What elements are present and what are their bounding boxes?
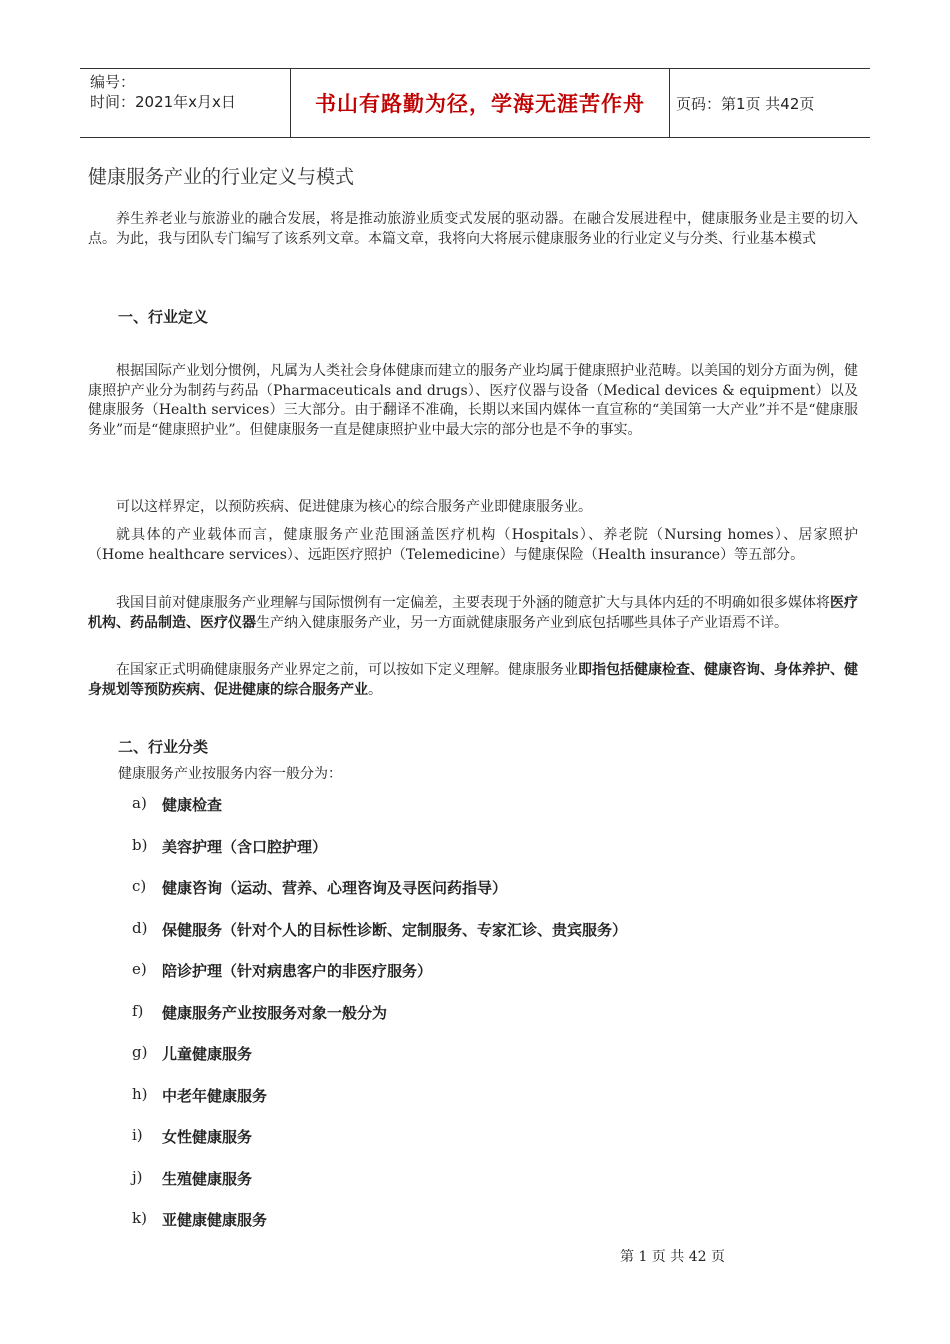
list-item [132, 1043, 252, 1064]
header-page-info: 页码：第1页 共42页 [676, 94, 815, 113]
china-text-a: 我国目前对健康服务产业理解与国际惯例有一定偏差，主要表现于外涵的随意扩大与具体内廷的不明确如很多媒体将 [116, 595, 830, 611]
list-item [132, 1168, 252, 1189]
list-marker: e) [132, 960, 147, 978]
list-text: 陪诊护理（针对病患客户的非医疗服务） [162, 962, 433, 980]
list-marker: h) [132, 1085, 148, 1103]
paragraph-understanding [88, 661, 858, 700]
section-heading-classification: 二、行业分类 [118, 738, 209, 756]
paragraph-china [88, 594, 858, 633]
list-item [132, 794, 222, 815]
list-marker: g) [132, 1043, 148, 1061]
time-label: 时间：2021年x月x日 [90, 93, 236, 111]
list-item [132, 877, 507, 898]
list-marker: i) [132, 1126, 143, 1144]
list-text: 健康服务产业按服务对象一般分为 [162, 1004, 388, 1022]
paragraph-definition: 根据国际产业划分惯例，凡属为人类社会身体健康而建立的服务产业均属于健康照护业范畴。以美国的划分方面为例，健康照护产业分为制药与药品（Pharmaceuticals and drugs）、医疗仪器与设备（Medical devices & equipment）以及健康服务（Health services）三大部分。由于翻译不准确，长期以来国内媒体一直宣称的“美国第一大产业”并不是“健康服务业”而是“健康照护业”。但健康服务一直是健康照护业中最大宗的部分也是不争的事实。 [88, 363, 858, 438]
list-item [132, 1209, 267, 1230]
document-header [80, 68, 870, 138]
list-text: 儿童健康服务 [162, 1045, 253, 1063]
intro-paragraph: 养生养老业与旅游业的融合发展，将是推动旅游业质变式发展的驱动器。在融合发展进程中，健康服务业是主要的切入点。为此，我与团队专门编写了该系列文章。本篇文章，我将向大将展示健康服务业的行业定义与分类、行业基本模式 [88, 211, 858, 247]
list-text: 中老年健康服务 [162, 1087, 268, 1105]
list-text: 健康检查 [162, 796, 223, 814]
document-title: 健康服务产业的行业定义与模式 [88, 166, 355, 188]
list-item [132, 960, 432, 981]
list-marker: a) [132, 794, 147, 812]
understanding-text-a: 在国家正式明确健康服务产业界定之前，可以按如下定义理解。健康服务业 [116, 662, 578, 678]
header-motto: 书山有路勤为径，学海无涯苦作舟 [291, 69, 670, 137]
paragraph-classification-intro: 健康服务产业按服务内容一般分为： [118, 766, 342, 782]
list-marker: j) [132, 1168, 143, 1186]
china-text-bold: 医疗机构、药品制造、医疗仪器 [88, 595, 858, 631]
page-footer: 第 1 页 共 42 页 [620, 1249, 725, 1265]
list-marker: c) [132, 877, 147, 895]
list-text: 亚健康健康服务 [162, 1211, 268, 1229]
header-meta [80, 69, 291, 137]
list-marker: f) [132, 1002, 144, 1020]
list-item [132, 1085, 267, 1106]
paragraph-carriers: 就具体的产业载体而言，健康服务产业范围涵盖医疗机构（Hospitals）、养老院（Nursing homes）、居家照护（Home healthcare services）、远距医疗照护（Telemedicine）与健康保险（Health insurance）等五部分。 [88, 527, 858, 563]
number-label: 编号： [90, 73, 136, 91]
list-text: 美容护理（含口腔护理） [162, 838, 328, 856]
list-marker: b) [132, 836, 148, 854]
list-text: 生殖健康服务 [162, 1170, 253, 1188]
paragraph-scope: 可以这样界定，以预防疾病、促进健康为核心的综合服务产业即健康服务业。 [116, 499, 592, 515]
china-text-c: 生产纳入健康服务产业，另一方面就健康服务产业到底包括哪些具体子产业语焉不详。 [256, 614, 788, 631]
understanding-text-bold: 即指包括健康检查、健康咨询、身体养护、健身规划等预防疾病、促进健康的综合服务产业 [88, 662, 858, 698]
understanding-text-c: 。 [368, 681, 382, 698]
list-marker: k) [132, 1209, 147, 1227]
list-item [132, 1126, 252, 1147]
list-item [132, 836, 327, 857]
list-item [132, 1002, 387, 1023]
section-heading-definition: 一、行业定义 [118, 308, 209, 326]
list-marker: d) [132, 919, 148, 937]
list-item [132, 919, 627, 940]
list-text: 健康咨询（运动、营养、心理咨询及寻医问药指导） [162, 879, 508, 897]
list-text: 女性健康服务 [162, 1128, 253, 1146]
list-text: 保健服务（针对个人的目标性诊断、定制服务、专家汇诊、贵宾服务） [162, 921, 628, 939]
